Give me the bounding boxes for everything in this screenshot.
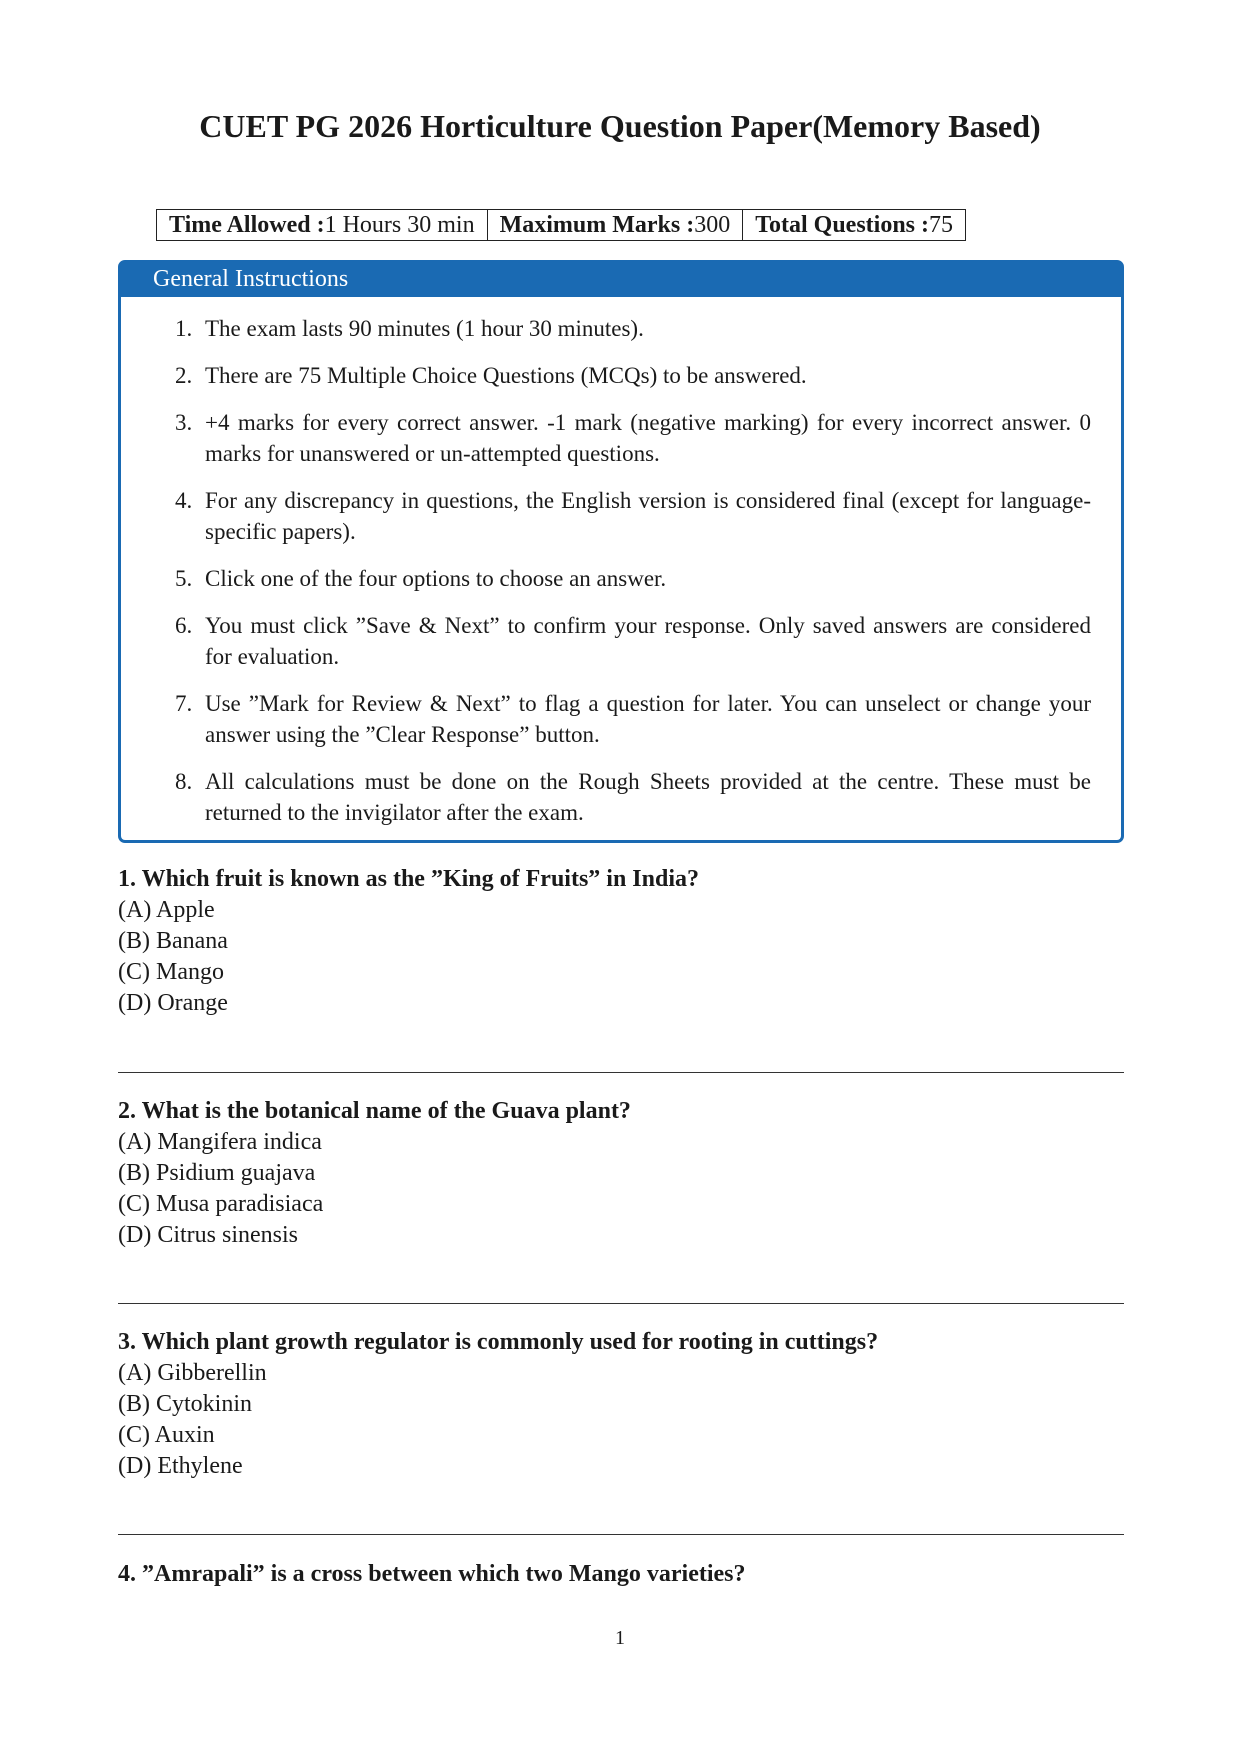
option: (D) Orange [118, 990, 228, 1016]
option: (A) Apple [118, 897, 215, 923]
option: (C) Mango [118, 959, 224, 985]
question-text: 4. ”Amrapali” is a cross between which two Mango varieties? [118, 1561, 746, 1587]
maximum-marks-value: 300 [694, 212, 731, 238]
instruction-item: 3. +4 marks for every correct answer. -1 mark (negative marking) for every incorrect answer. 0 marks for unanswered or un-attempted questions. [175, 410, 1091, 466]
exam-info-table [156, 209, 966, 241]
instruction-item: 8. All calculations must be done on the Rough Sheets provided at the centre. These must be returned to the invigilator after the exam. [175, 769, 1091, 825]
instruction-item: 6. You must click ”Save & Next” to confirm your response. Only saved answers are considered for evaluation. [175, 613, 1091, 669]
total-questions-label: Total Questions : [755, 212, 930, 238]
option: (A) Gibberellin [118, 1360, 267, 1386]
instruction-item: 1. The exam lasts 90 minutes (1 hour 30 minutes). [175, 316, 644, 341]
question-2 [118, 1096, 1124, 1251]
maximum-marks-cell [488, 210, 744, 240]
total-questions-cell [743, 210, 965, 240]
question-text: 1. Which fruit is known as the ”King of Fruits” in India? [118, 866, 700, 892]
option: (D) Citrus sinensis [118, 1222, 298, 1248]
time-allowed-cell [157, 210, 488, 240]
maximum-marks-label: Maximum Marks : [499, 212, 695, 238]
option: (C) Musa paradisiaca [118, 1191, 324, 1217]
option: (B) Banana [118, 928, 228, 954]
time-allowed-label: Time Allowed : [169, 212, 325, 238]
page-title: CUET PG 2026 Horticulture Question Paper(Memory Based) [199, 108, 1041, 144]
option: (A) Mangifera indica [118, 1129, 322, 1155]
question-text: 3. Which plant growth regulator is commonly used for rooting in cuttings? [118, 1329, 879, 1355]
page-number: 1 [615, 1627, 625, 1649]
instruction-item: 4. For any discrepancy in questions, the English version is considered final (except for language-specific papers). [175, 488, 1091, 544]
time-allowed-value: 1 Hours 30 min [324, 212, 475, 238]
question-divider [118, 1534, 1124, 1535]
question-text: 2. What is the botanical name of the Guava plant? [118, 1098, 631, 1124]
question-1 [118, 864, 1124, 1019]
instruction-item: 5. Click one of the four options to choose an answer. [175, 566, 667, 591]
instruction-item: 2. There are 75 Multiple Choice Questions (MCQs) to be answered. [175, 363, 807, 388]
option: (C) Auxin [118, 1422, 215, 1448]
instruction-item: 7. Use ”Mark for Review & Next” to flag a question for later. You can unselect or change your answer using the ”Clear Response” button. [175, 691, 1091, 747]
total-questions-value: 75 [929, 212, 954, 238]
question-3 [118, 1327, 1124, 1482]
instructions-list [175, 313, 1091, 844]
option: (B) Psidium guajava [118, 1160, 316, 1186]
option: (D) Ethylene [118, 1453, 243, 1479]
general-instructions-box [118, 260, 1124, 843]
option: (B) Cytokinin [118, 1391, 253, 1417]
question-divider [118, 1303, 1124, 1304]
instructions-heading: General Instructions [121, 263, 1121, 297]
question-divider [118, 1072, 1124, 1073]
question-4 [118, 1559, 1124, 1590]
